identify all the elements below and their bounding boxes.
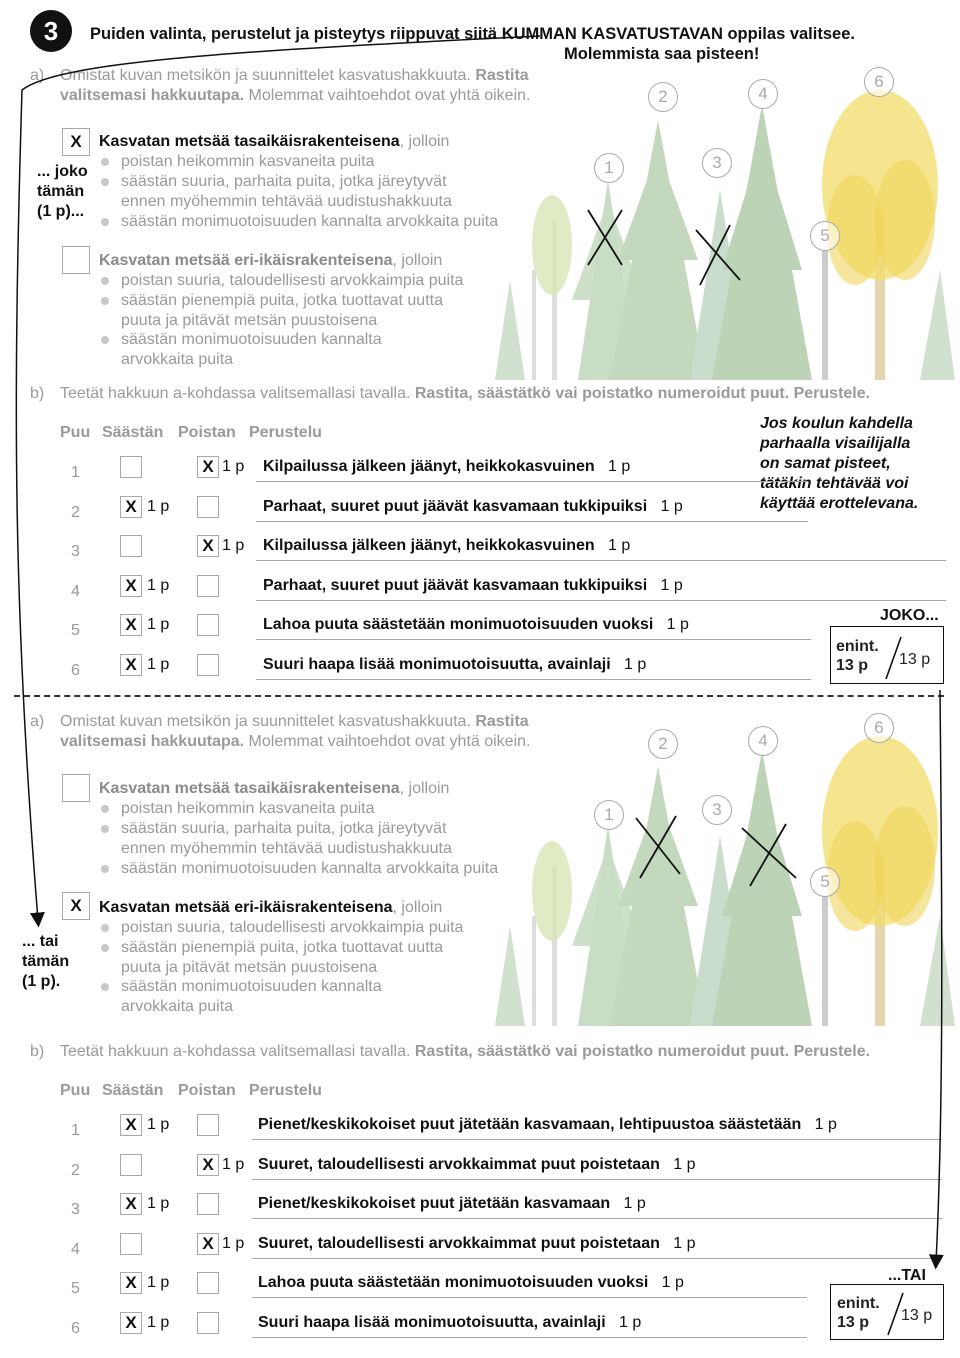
reason-text xyxy=(258,1235,695,1253)
remove-checkbox[interactable] xyxy=(197,614,219,636)
reason-label: Suuret, taloudellisesti arvokkaimmat puut poistetaan xyxy=(258,1234,660,1252)
tree-row-number: 4 xyxy=(71,1240,80,1258)
answer-line xyxy=(252,1337,807,1338)
keep-checkbox[interactable] xyxy=(120,1154,142,1176)
column-header-poistan: Poistan xyxy=(178,1082,236,1099)
option-even-aged-bullet-2a: säästän suuria, parhaita puita, jotka järeytyvät xyxy=(121,820,447,837)
side-note-line-2: tämän xyxy=(37,183,85,200)
tree-row-number: 6 xyxy=(71,1320,80,1337)
option-uneven-aged-bullet-2a: säästän pienempiä puita, jotka tuottavat uutta xyxy=(121,292,443,309)
tree-number-3: 3 xyxy=(702,795,732,825)
reason-text xyxy=(263,537,630,555)
remove-checkbox[interactable] xyxy=(197,1312,219,1334)
bullet xyxy=(101,983,109,991)
tree-number-6: 6 xyxy=(864,713,894,743)
score-max-line1: enint. xyxy=(837,1295,880,1312)
side-note-joko xyxy=(37,162,88,222)
answer-line xyxy=(256,521,808,522)
keep-checkbox[interactable]: X xyxy=(120,1114,142,1136)
option-uneven-aged-checkbox[interactable]: X xyxy=(62,892,90,920)
reason-text xyxy=(263,616,689,634)
side-note-line-3: (1 p)... xyxy=(37,203,85,220)
option-even-aged-title-text: Kasvatan metsää tasaikäisrakenteisena xyxy=(99,133,400,150)
bullet xyxy=(101,218,109,226)
score-value: 13 p xyxy=(899,651,931,668)
bullet xyxy=(101,158,109,166)
tree-row-number: 2 xyxy=(71,503,80,521)
tree-row-number: 5 xyxy=(71,1280,80,1298)
reason-points: 1 p xyxy=(666,616,689,634)
tree-row-number: 2 xyxy=(71,1161,80,1179)
keep-points: 1 p xyxy=(147,656,170,673)
remove-points: 1 p xyxy=(222,458,245,475)
answer-line xyxy=(252,1258,942,1259)
question-a-rest: Molemmat vaihtoehdot ovat yhtä oikein. xyxy=(248,87,531,104)
forest-illustration xyxy=(490,706,955,1026)
option-uneven-aged-title xyxy=(99,251,442,271)
keep-points: 1 p xyxy=(147,616,170,634)
option-uneven-aged-bullet-3a: säästän monimuotoisuuden kannalta xyxy=(121,978,382,995)
reason-points: 1 p xyxy=(623,1195,646,1213)
score-label-joko: JOKO... xyxy=(880,607,939,624)
answer-line xyxy=(252,1179,942,1180)
reason-points: 1 p xyxy=(673,1155,696,1173)
tree-number-4: 4 xyxy=(748,79,778,109)
reason-points: 1 p xyxy=(660,497,683,515)
option-even-aged-bullet-2b: ennen myöhemmin tehtävää uudistushakkuuta xyxy=(121,193,452,210)
question-a-line1: Omistat kuvan metsikön ja suunnittelet kasvatushakkuuta. xyxy=(60,713,471,730)
tiebreak-note xyxy=(760,414,918,514)
answer-line xyxy=(252,1139,942,1140)
keep-checkbox[interactable]: X xyxy=(120,496,142,518)
remove-points: 1 p xyxy=(222,1155,245,1173)
reason-text xyxy=(263,656,646,674)
bullet xyxy=(101,944,109,952)
option-uneven-aged-bullet-3b: arvokkaita puita xyxy=(121,998,234,1015)
bullet xyxy=(101,805,109,813)
reason-points: 1 p xyxy=(623,656,647,673)
option-uneven-aged-bullet-2b: puuta ja pitävät metsän puustoisena xyxy=(121,312,378,329)
question-b-text xyxy=(60,1042,870,1062)
option-even-aged-title-text: Kasvatan metsää tasaikäisrakenteisena xyxy=(99,780,400,797)
reason-label: Pienet/keskikokoiset puut jätetään kasvamaan xyxy=(258,1195,611,1213)
bullet xyxy=(101,336,109,344)
reason-label: Kilpailussa jälkeen jäänyt, heikkokasvuinen xyxy=(263,458,595,475)
keep-checkbox[interactable]: X xyxy=(120,1272,142,1294)
reason-text xyxy=(263,498,683,516)
question-a-bold1: Rastita xyxy=(475,713,529,730)
reason-points: 1 p xyxy=(608,537,631,555)
side-note-line-2: tämän xyxy=(22,953,70,970)
question-b-bold: Rastita, säästätkö vai poistatko numeroidut puut. Perustele. xyxy=(414,385,871,402)
question-a-bold1: Rastita xyxy=(475,67,529,84)
reason-points: 1 p xyxy=(673,1234,696,1252)
reason-text xyxy=(258,1274,684,1292)
keep-checkbox[interactable]: X xyxy=(120,614,142,636)
question-a-label: a) xyxy=(30,67,45,84)
option-uneven-aged-title xyxy=(99,898,442,918)
reason-text xyxy=(258,1116,837,1134)
tree-row-number: 3 xyxy=(71,1201,80,1219)
remove-checkbox[interactable]: X xyxy=(197,535,219,557)
score-max-line2: 13 p xyxy=(837,1314,870,1331)
option-uneven-aged-bullet-3b: arvokkaita puita xyxy=(121,351,234,368)
question-a-bold2: valitsemasi hakkuutapa. xyxy=(60,87,245,104)
answer-line xyxy=(252,1218,942,1219)
column-header-saastan: Säästän xyxy=(102,1082,164,1099)
forest-illustration xyxy=(490,60,955,380)
bullet xyxy=(101,178,109,186)
remove-checkbox[interactable] xyxy=(197,1193,219,1215)
answer-line xyxy=(256,639,811,640)
option-uneven-aged-title-text: Kasvatan metsää eri-ikäisrakenteisena xyxy=(99,252,393,269)
reason-points: 1 p xyxy=(660,576,683,594)
reason-text xyxy=(258,1195,646,1213)
keep-checkbox[interactable]: X xyxy=(120,1193,142,1215)
reason-label: Parhaat, suuret puut jäävät kasvamaan tukkipuiksi xyxy=(263,576,648,594)
keep-checkbox[interactable] xyxy=(120,1233,142,1255)
tree-number-6: 6 xyxy=(864,67,894,97)
reason-points: 1 p xyxy=(661,1274,684,1292)
question-a-bold2: valitsemasi hakkuutapa. xyxy=(60,733,245,750)
keep-checkbox[interactable]: X xyxy=(120,1312,142,1334)
side-note-line-1: ... tai xyxy=(22,933,59,950)
tree-row-number: 4 xyxy=(71,582,80,600)
tree-row-number: 6 xyxy=(71,662,80,679)
tiebreak-note-line: parhaalla visailijalla xyxy=(760,435,911,452)
option-uneven-aged-title-text: Kasvatan metsää eri-ikäisrakenteisena xyxy=(99,899,393,916)
tree-number-4: 4 xyxy=(748,726,778,756)
question-b-plain: Teetät hakkuun a-kohdassa valitsemallasi tavalla. xyxy=(60,385,411,402)
remove-checkbox[interactable]: X xyxy=(197,1154,219,1176)
side-note-line-1: ... joko xyxy=(37,163,88,180)
option-even-aged-bullet-1: poistan heikommin kasvaneita puita xyxy=(121,800,375,817)
remove-checkbox[interactable] xyxy=(197,575,219,597)
remove-checkbox[interactable] xyxy=(197,496,219,518)
question-b-label: b) xyxy=(30,1043,45,1060)
question-b-label: b) xyxy=(30,385,45,402)
option-uneven-aged-checkbox[interactable] xyxy=(62,246,90,274)
dead-tree-5 xyxy=(822,896,828,1026)
section-divider xyxy=(14,695,944,697)
question-b-text xyxy=(60,384,870,404)
option-even-aged-checkbox[interactable] xyxy=(62,774,90,802)
option-uneven-aged-suffix: , jolloin xyxy=(392,899,443,916)
keep-points: 1 p xyxy=(147,1314,170,1331)
column-header-puu: Puu xyxy=(60,424,91,441)
option-uneven-aged-bullet-1: poistan suuria, taloudellisesti arvokkaimpia puita xyxy=(121,919,464,936)
tree-row-number: 1 xyxy=(71,464,80,481)
score-label-tai: ...TAI xyxy=(888,1267,926,1284)
tree-row-number: 1 xyxy=(71,1122,80,1139)
question-a-line1: Omistat kuvan metsikön ja suunnittelet kasvatushakkuuta. xyxy=(60,67,471,84)
question-b-bold: Rastita, säästätkö vai poistatko numeroidut puut. Perustele. xyxy=(414,1043,871,1060)
reason-label: Pienet/keskikokoiset puut jätetään kasvamaan, lehtipuustoa säästetään xyxy=(258,1116,802,1133)
bullet xyxy=(101,825,109,833)
remove-checkbox[interactable] xyxy=(197,1114,219,1136)
bullet xyxy=(101,277,109,285)
score-max-line1: enint. xyxy=(836,638,879,655)
remove-points: 1 p xyxy=(222,537,245,555)
tree-number-5: 5 xyxy=(810,867,840,897)
remove-points: 1 p xyxy=(222,1234,245,1252)
option-even-aged-bullet-1: poistan heikommin kasvaneita puita xyxy=(121,153,375,170)
tiebreak-note-line: on samat pisteet, xyxy=(760,455,891,472)
tree-number-2: 2 xyxy=(648,729,678,759)
tree-row-number: 3 xyxy=(71,543,80,561)
instruction-line-1: Puiden valinta, perustelut ja pisteytys riippuvat siitä KUMMAN KASVATUSTAVAN oppilas valitsee. xyxy=(90,25,855,43)
bullet xyxy=(101,924,109,932)
question-b-plain: Teetät hakkuun a-kohdassa valitsemallasi tavalla. xyxy=(60,1043,411,1060)
option-even-aged-bullet-3: säästän monimuotoisuuden kannalta arvokkaita puita xyxy=(121,213,499,230)
tiebreak-note-line: käyttää erottelevana. xyxy=(760,495,919,512)
option-uneven-aged-suffix: , jolloin xyxy=(392,252,443,269)
reason-label: Parhaat, suuret puut jäävät kasvamaan tukkipuiksi xyxy=(263,497,648,515)
bullet xyxy=(101,865,109,873)
option-even-aged-title xyxy=(99,779,449,799)
keep-points: 1 p xyxy=(147,497,170,515)
question-a-rest: Molemmat vaihtoehdot ovat yhtä oikein. xyxy=(248,733,531,750)
option-even-aged-checkbox[interactable]: X xyxy=(62,128,90,156)
side-note-line-3: (1 p). xyxy=(22,973,61,990)
score-box-joko xyxy=(830,626,944,684)
answer-line xyxy=(256,600,946,601)
reason-label: Suuri haapa lisää monimuotoisuutta, avainlaji xyxy=(258,1314,606,1331)
tree-number-1: 1 xyxy=(594,153,624,183)
question-a-text xyxy=(60,66,530,106)
tree-number-5: 5 xyxy=(810,221,840,251)
column-header-saastan: Säästän xyxy=(102,424,164,441)
dead-tree-5 xyxy=(822,250,828,380)
keep-points: 1 p xyxy=(147,576,170,594)
keep-points: 1 p xyxy=(147,1195,170,1213)
option-even-aged-suffix: , jolloin xyxy=(399,133,450,150)
answer-line xyxy=(252,1297,807,1298)
answer-line xyxy=(256,679,811,680)
reason-text xyxy=(263,577,683,595)
reason-text xyxy=(258,1156,695,1174)
keep-checkbox[interactable] xyxy=(120,535,142,557)
score-value: 13 p xyxy=(901,1307,933,1324)
column-header-poistan: Poistan xyxy=(178,424,236,441)
keep-checkbox[interactable]: X xyxy=(120,575,142,597)
reason-points: 1 p xyxy=(608,458,631,475)
tree-number-3: 3 xyxy=(702,148,732,178)
bullet xyxy=(101,297,109,305)
option-uneven-aged-bullet-2b: puuta ja pitävät metsän puustoisena xyxy=(121,959,378,976)
remove-checkbox[interactable]: X xyxy=(197,1233,219,1255)
question-a-text xyxy=(60,712,530,752)
tiebreak-note-line: Jos koulun kahdella xyxy=(760,415,913,432)
score-max-line2: 13 p xyxy=(836,657,869,674)
option-even-aged-bullet-2b: ennen myöhemmin tehtävää uudistushakkuuta xyxy=(121,840,452,857)
reason-label: Suuri haapa lisää monimuotoisuutta, avainlaji xyxy=(263,656,611,673)
answer-line xyxy=(256,560,946,561)
score-box-tai xyxy=(830,1284,944,1340)
keep-points: 1 p xyxy=(147,1274,170,1292)
spruce-tree-2 xyxy=(610,120,706,380)
reason-text xyxy=(263,458,630,476)
question-a-label: a) xyxy=(30,713,45,730)
side-note-tai xyxy=(22,932,69,992)
reason-label: Suuret, taloudellisesti arvokkaimmat puut poistetaan xyxy=(258,1155,660,1173)
reason-label: Lahoa puuta säästetään monimuotoisuuden vuoksi xyxy=(263,616,654,634)
spruce-tree-2 xyxy=(610,766,706,1026)
reason-label: Lahoa puuta säästetään monimuotoisuuden vuoksi xyxy=(258,1274,649,1292)
tree-number-2: 2 xyxy=(648,82,678,112)
reason-label: Kilpailussa jälkeen jäänyt, heikkokasvuinen xyxy=(263,537,595,555)
column-header-perustelu: Perustelu xyxy=(249,424,322,441)
option-uneven-aged-bullet-2a: säästän pienempiä puita, jotka tuottavat uutta xyxy=(121,939,443,956)
remove-checkbox[interactable] xyxy=(197,654,219,676)
option-even-aged-bullet-3: säästän monimuotoisuuden kannalta arvokkaita puita xyxy=(121,860,499,877)
remove-checkbox[interactable]: X xyxy=(197,456,219,478)
keep-points: 1 p xyxy=(147,1116,170,1133)
reason-points: 1 p xyxy=(814,1116,837,1133)
instruction-line-2: Molemmista saa pisteen! xyxy=(564,45,760,63)
keep-checkbox[interactable]: X xyxy=(120,654,142,676)
tree-number-1: 1 xyxy=(594,800,624,830)
option-even-aged-title xyxy=(99,132,449,152)
option-even-aged-suffix: , jolloin xyxy=(399,780,450,797)
remove-checkbox[interactable] xyxy=(197,1272,219,1294)
option-uneven-aged-bullet-3a: säästän monimuotoisuuden kannalta xyxy=(121,331,382,348)
reason-points: 1 p xyxy=(618,1314,642,1331)
option-even-aged-bullet-2a: säästän suuria, parhaita puita, jotka järeytyvät xyxy=(121,173,447,190)
column-header-perustelu: Perustelu xyxy=(249,1082,322,1099)
keep-checkbox[interactable] xyxy=(120,456,142,478)
tiebreak-note-line: tätäkin tehtävää voi xyxy=(760,475,909,492)
option-uneven-aged-bullet-1: poistan suuria, taloudellisesti arvokkaimpia puita xyxy=(121,272,464,289)
reason-text xyxy=(258,1314,641,1332)
task-number-badge: 3 xyxy=(30,10,72,52)
tree-row-number: 5 xyxy=(71,622,80,640)
column-header-puu: Puu xyxy=(60,1082,91,1099)
answer-line xyxy=(256,481,808,482)
